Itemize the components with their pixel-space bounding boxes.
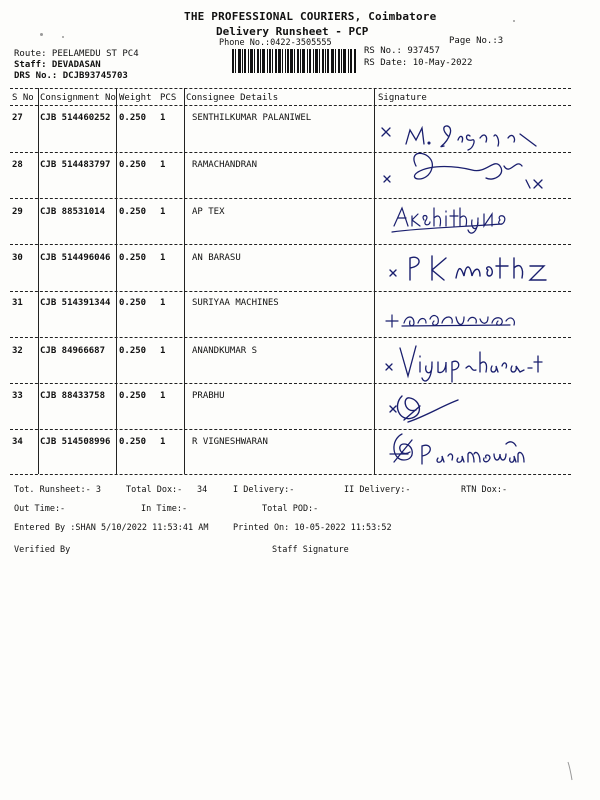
scan-speck — [40, 33, 43, 36]
column-header-signature: Signature — [378, 93, 427, 103]
row-weight: 0.250 — [119, 253, 147, 263]
column-header-pcs: PCS — [160, 93, 177, 103]
row-pcs: 1 — [160, 253, 166, 263]
scan-mark — [566, 760, 574, 782]
row-sno: 32 — [12, 346, 23, 356]
row-consignee: PRABHU — [192, 391, 225, 401]
out-time-label: Out Time:- — [14, 504, 66, 514]
total-runsheet: Tot. Runsheet:- 3 — [14, 485, 101, 495]
row-weight: 0.250 — [119, 207, 147, 217]
column-header-consignee: Consignee Details — [186, 93, 279, 103]
phone-number: Phone No.:0422-3505555 — [219, 38, 332, 48]
company-name: THE PROFESSIONAL COURIERS, Coimbatore — [184, 10, 437, 23]
row-consignee: SENTHILKUMAR PALANIWEL — [192, 113, 312, 123]
row-consignment: CJB 88531014 — [40, 207, 106, 217]
in-time-label: In Time:- — [141, 504, 188, 514]
row-weight: 0.250 — [119, 437, 147, 447]
document-title: Delivery Runsheet - PCP — [216, 25, 369, 38]
row-divider — [10, 337, 571, 338]
row-divider — [10, 429, 571, 430]
row-weight: 0.250 — [119, 113, 147, 123]
row-sno: 34 — [12, 437, 23, 447]
entered-by: Entered By :SHAN 5/10/2022 11:53:41 AM — [14, 523, 209, 533]
total-dox-label: Total Dox:- — [126, 485, 183, 495]
barcode-image — [232, 49, 356, 73]
row-sno: 31 — [12, 298, 23, 308]
signature-row-30 — [384, 250, 554, 286]
staff-signature-label: Staff Signature — [272, 545, 349, 555]
column-header-sno: S No — [12, 93, 34, 103]
row-weight: 0.250 — [119, 346, 147, 356]
row-consignee: SURIYAA MACHINES — [192, 298, 279, 308]
signature-row-29 — [390, 200, 520, 236]
verified-by-label: Verified By — [14, 545, 71, 555]
row-consignment: CJB 514508996 — [40, 437, 111, 447]
row-pcs: 1 — [160, 207, 166, 217]
row-sno: 28 — [12, 160, 23, 170]
row-consignment: CJB 514496046 — [40, 253, 111, 263]
row-pcs: 1 — [160, 391, 166, 401]
column-divider — [116, 88, 117, 474]
row-consignment: CJB 88433758 — [40, 391, 106, 401]
row-consignment: CJB 514460252 — [40, 113, 111, 123]
row-consignment: CJB 84966687 — [40, 346, 106, 356]
row-sno: 30 — [12, 253, 23, 263]
row-pcs: 1 — [160, 160, 166, 170]
route-label: Route: PEELAMEDU ST PC4 — [14, 49, 139, 59]
total-pod-label: Total POD:- — [262, 504, 319, 514]
staff-label: Staff: DEVADASAN — [14, 60, 101, 70]
row-consignee: AN BARASU — [192, 253, 241, 263]
scan-speck — [62, 36, 64, 38]
column-divider — [38, 88, 39, 474]
row-pcs: 1 — [160, 437, 166, 447]
total-dox-value: 34 — [197, 485, 208, 495]
ii-delivery-label: II Delivery:- — [344, 485, 411, 495]
rs-number: RS No.: 937457 — [364, 46, 440, 56]
row-divider — [10, 291, 571, 292]
i-delivery-label: I Delivery:- — [233, 485, 295, 495]
rs-date: RS Date: 10-May-2022 — [364, 58, 473, 68]
column-divider — [374, 88, 375, 474]
table-top-rule — [10, 88, 571, 89]
signature-row-27-28 — [376, 106, 566, 206]
row-consignee: R VIGNESHWARAN — [192, 437, 268, 447]
row-consignee: ANANDKUMAR S — [192, 346, 258, 356]
row-weight: 0.250 — [119, 298, 147, 308]
row-consignee: AP TEX — [192, 207, 225, 217]
drs-number: DRS No.: DCJB93745703 — [14, 71, 128, 81]
row-weight: 0.250 — [119, 391, 147, 401]
row-pcs: 1 — [160, 298, 166, 308]
printed-on: Printed On: 10-05-2022 11:53:52 — [233, 523, 392, 533]
table-bottom-rule — [10, 474, 571, 475]
scan-speck — [513, 20, 515, 22]
row-sno: 27 — [12, 113, 23, 123]
row-consignee: RAMACHANDRAN — [192, 160, 258, 170]
signature-row-31 — [384, 305, 524, 331]
row-pcs: 1 — [160, 346, 166, 356]
row-pcs: 1 — [160, 113, 166, 123]
column-divider — [184, 88, 185, 474]
row-consignment: CJB 514391344 — [40, 298, 111, 308]
signature-row-34 — [386, 432, 526, 470]
row-sno: 29 — [12, 207, 23, 217]
page-number: Page No.:3 — [449, 36, 504, 46]
signature-row-32 — [380, 342, 550, 384]
column-header-weight: Weight — [119, 93, 152, 103]
row-consignment: CJB 514483797 — [40, 160, 111, 170]
row-sno: 33 — [12, 391, 23, 401]
row-weight: 0.250 — [119, 160, 147, 170]
row-divider — [10, 244, 571, 245]
column-header-consignment: Consignment No — [40, 93, 116, 103]
signature-row-33 — [386, 392, 466, 426]
rtn-dox-label: RTN Dox:- — [461, 485, 508, 495]
